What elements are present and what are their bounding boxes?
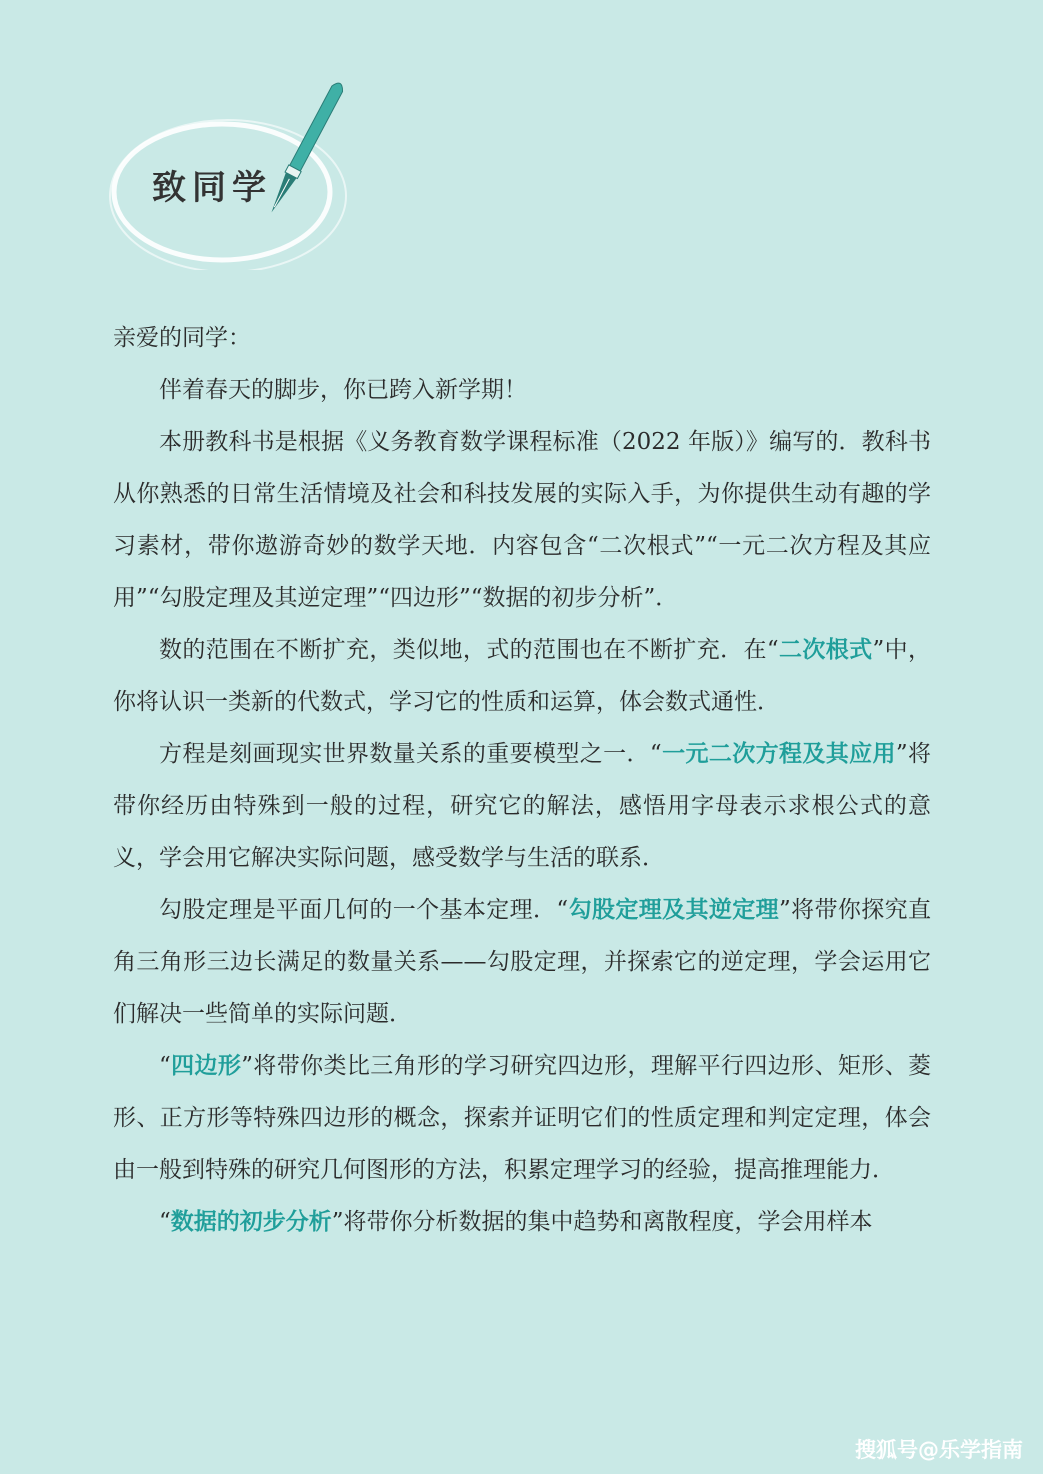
highlight-term: 勾股定理及其逆定理 [568,897,779,923]
paragraph-1: 伴着春天的脚步，你已跨入新学期！ [159,377,527,403]
page-title: 致同学 [152,168,272,208]
text-segment: “ [159,1053,171,1079]
title-emblem [100,80,380,270]
paragraph-5 [113,884,931,1040]
greeting: 亲爱的同学： [113,325,251,351]
paragraph-2: 本册教科书是根据《义务教育数学课程标准（2022 年版）》编写的．教科书从你熟悉的日常生活情境及社会和科技发展的实际入手，为你提供生动有趣的学习素材，带你遨游奇妙的数学天地．内容包含“二次根式”“一元二次方程及其应用”“勾股定理及其逆定理”“四边形”“数据的初步分析”． [113,429,931,611]
text-segment: ”将带你经历由特殊到一般的过程，研究它的解法，感悟用字母表示求根公式的意义，学会用它解决实际问题，感受数学与生活的联系． [113,741,931,871]
text-segment: ”将带你探究直角三角形三边长满足的数量关系——勾股定理，并探索它的逆定理，学会运用它们解决一些简单的实际问题． [113,897,931,1027]
text-segment: 数的范围在不断扩充，类似地，式的范围也在不断扩充．在“ [159,637,779,663]
paragraph-6 [113,1040,931,1196]
text-segment: ”中，你将认识一类新的代数式，学习它的性质和运算，体会数式通性． [113,637,931,715]
highlight-term: 数据的初步分析 [170,1209,332,1235]
paragraph-7 [113,1196,931,1248]
paragraph-3 [113,624,931,728]
text-segment: ”将带你分析数据的集中趋势和离散程度，学会用样本 [331,1209,873,1235]
highlight-term: 二次根式 [778,637,873,663]
highlight-term: 一元二次方程及其应用 [661,741,896,767]
text-segment: “ [159,1209,171,1235]
text-segment: 方程是刻画现实世界数量关系的重要模型之一．“ [159,741,662,767]
text-segment: 勾股定理是平面几何的一个基本定理．“ [159,897,569,923]
watermark: 搜狐号@乐学指南 [855,1438,1023,1462]
paragraph-4 [113,728,931,884]
text-segment: ”将带你类比三角形的学习研究四边形，理解平行四边形、矩形、菱形、正方形等特殊四边形的概念，探索并证明它们的性质定理和判定定理，体会由一般到特殊的研究几何图形的方法，积累定理学习的经验，提高推理能力． [113,1053,931,1183]
letter-body [113,312,931,1248]
highlight-term: 四边形 [170,1053,242,1079]
